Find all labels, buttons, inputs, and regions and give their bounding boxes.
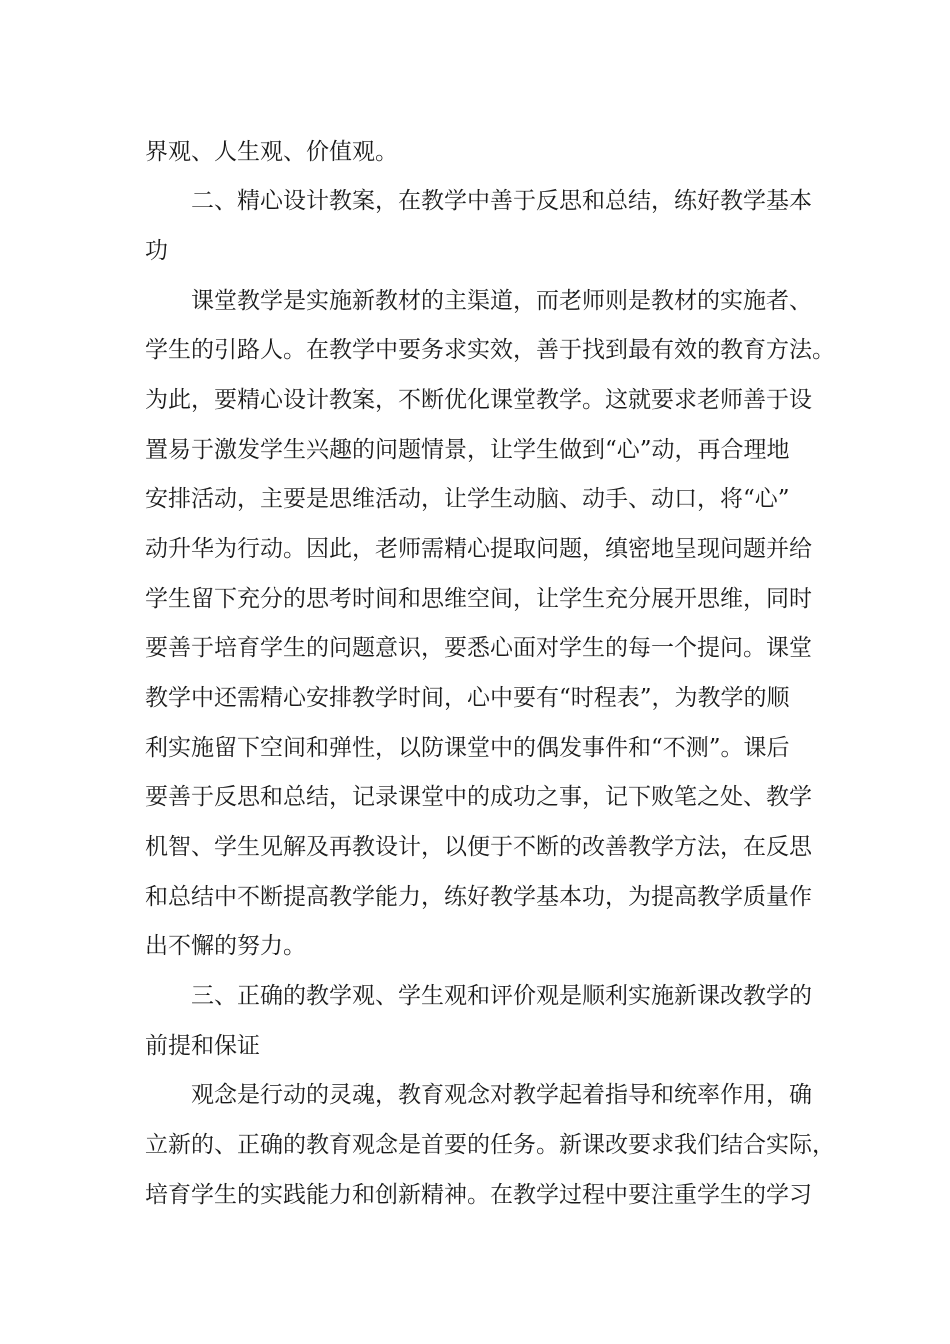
paragraph-line: 要善于培育学生的问题意识，要悉心面对学生的每一个提问。课堂 xyxy=(145,635,812,661)
paragraph-line: 培育学生的实践能力和创新精神。在教学过程中要注重学生的学习 xyxy=(145,1182,812,1208)
paragraph-line: 利实施留下空间和弹性，以防课堂中的偶发事件和“不测”。课后 xyxy=(145,735,790,761)
section-heading: 三、正确的教学观、学生观和评价观是顺利实施新课改教学的 xyxy=(191,983,812,1009)
paragraph-line: 动升华为行动。因此，老师需精心提取问题，缜密地呈现问题并给 xyxy=(145,536,812,562)
section-heading-continuation: 功 xyxy=(145,238,168,264)
paragraph-line: 机智、学生见解及再教设计，以便于不断的改善教学方法，在反思 xyxy=(145,834,812,860)
paragraph-line: 立新的、正确的教育观念是首要的任务。新课改要求我们结合实际， xyxy=(145,1132,835,1158)
paragraph-line: 安排活动，主要是思维活动，让学生动脑、动手、动口，将“心” xyxy=(145,486,790,512)
paragraph-line: 出不懈的努力。 xyxy=(145,933,306,959)
paragraph-line: 置易于激发学生兴趣的问题情景，让学生做到“心”动，再合理地 xyxy=(145,437,790,463)
section-heading-continuation: 前提和保证 xyxy=(145,1033,260,1059)
paragraph-line: 课堂教学是实施新教材的主渠道，而老师则是教材的实施者、 xyxy=(191,288,812,314)
paragraph-line: 学生留下充分的思考时间和思维空间，让学生充分展开思维，同时 xyxy=(145,586,812,612)
paragraph-line: 要善于反思和总结，记录课堂中的成功之事，记下败笔之处、教学 xyxy=(145,784,812,810)
paragraph-line: 教学中还需精心安排教学时间，心中要有“时程表”，为教学的顺 xyxy=(145,685,790,711)
section-heading: 二、精心设计教案，在教学中善于反思和总结，练好教学基本 xyxy=(191,188,812,214)
paragraph-line: 为此，要精心设计教案，不断优化课堂教学。这就要求老师善于设 xyxy=(145,387,812,413)
paragraph-line: 观念是行动的灵魂，教育观念对教学起着指导和统率作用，确 xyxy=(191,1082,812,1108)
paragraph-line: 和总结中不断提高教学能力，练好教学基本功，为提高教学质量作 xyxy=(145,884,812,910)
paragraph-line: 学生的引路人。在教学中要务求实效，善于找到最有效的教育方法。 xyxy=(145,337,835,363)
text-line: 界观、人生观、价值观。 xyxy=(145,139,398,165)
